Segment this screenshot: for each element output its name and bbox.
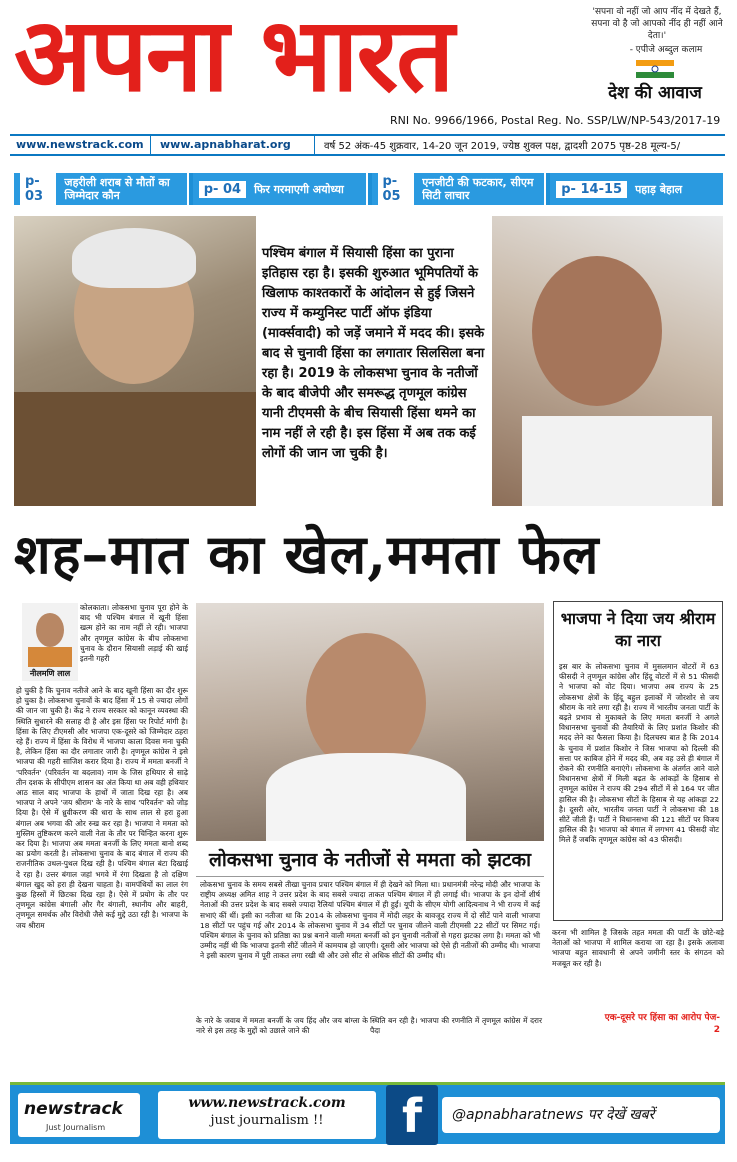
newspaper-logo: अपना भारत bbox=[14, 0, 453, 115]
teaser-page: p- 03 bbox=[20, 173, 56, 205]
emblem-icon bbox=[632, 58, 678, 82]
main-headline: शह–मात का खेल,ममता फेल bbox=[14, 522, 600, 586]
logo-subtext: Just Journalism bbox=[46, 1123, 106, 1132]
author-face bbox=[36, 613, 64, 647]
photo-left-portrait bbox=[14, 216, 256, 506]
social-handle[interactable]: @apnabharatnews पर देखें खबरें bbox=[442, 1097, 720, 1133]
newstrack-url[interactable]: www.newstrack.com bbox=[16, 138, 144, 151]
teaser-strip bbox=[14, 173, 723, 205]
divider bbox=[150, 136, 151, 154]
column-1-intro: कोलकाता। लोकसभा चुनाव पूरा होने के बाद भी पश्चिम बंगाल में खूनी हिंसा खत्म होने का नाम नहीं ले रही। भाजपा और तृणमूल कांग्रेस के बीच लोकसभा चुनाव के दौरान सियासी लड़ाई की खाई इतनी गहरी bbox=[80, 603, 188, 664]
divider bbox=[314, 136, 315, 154]
portrait-jacket bbox=[14, 392, 256, 506]
sidebar-box-title: भाजपा ने दिया जय श्रीराम का नारा bbox=[560, 609, 716, 650]
footer-website[interactable] bbox=[158, 1091, 376, 1139]
teaser-text: पहाड़ बेहाल bbox=[635, 182, 683, 196]
portrait-face bbox=[532, 256, 662, 406]
issue-date: वर्ष 52 अंक-45 शुक्रवार, 14-20 जून 2019, ज्येष्ठ शुक्ल पक्ष, द्वादशी 2075 पृष्ठ-28 मूल्य-5/ bbox=[324, 141, 681, 152]
column-3-body: करना भी शामिल है जिसके तहत ममता की पार्टी के छोटे-बड़े नेताओं को भाजपा में शामिल कराया जा रहा है। इसके अलावा भाजपा बहुत सावधानी से अपने जमीनी स्तर के संगठन को मजबूत कर रही है। bbox=[552, 928, 724, 968]
continued-on[interactable]: एक-दूसरे पर हिंसा का आरोप पेज- 2 bbox=[604, 1013, 720, 1035]
quote-author: - एपीजे अब्दुल कलाम bbox=[629, 45, 703, 55]
tagline: देश की आवाज bbox=[608, 83, 702, 103]
apnabharat-url[interactable]: www.apnabharat.org bbox=[160, 138, 291, 151]
sidebar-box-body: इस बार के लोकसभा चुनाव में मुसलमान वोटरों में 63 फीसदी ने तृणमूल कांग्रेस और हिंदू वोटरों में से 51 फीसदी ने भाजपा को वोट दिया। भाजपा अब राज्य के 25 लोकसभा क्षेत्रों के हिंदू बहुल इलाकों में जोरशोर से जय श्रीराम के नारे लगा रही है। राज्य में भारतीय जनता पार्टी के बढ़ते प्रभाव से मुकाबले के लिए ममता बनर्जी ने अगले विधानसभा चुनावों की तैयारियों के लिए प्रशांत किशोर की मदद लेने का फैसला किया है। दिलचस्प बात है कि 2014 के चुनाव में प्रशांत किशोर ने जिस भाजपा को दिल्ली की सत्ता पर काबिज होने में मदद की, अब वह उसे ही बंगाल में रोकने की रणनीति बनाएंगे। लोकसभा के अंतर्गत आने वाले विधानसभा क्षेत्रों में मिली बढ़त के आंकड़ों के हिसाब से तृणमूल कांग्रेस ने राज्य की 294 सीटों में से 164 पर जीत हासिल की है। लोकसभा सीटों के हिसाब से यह आंकड़ा 22 है। दूसरी ओर, भारतीय जनता पार्टी ने लोकसभा की 18 सीटें जीती हैं। पार्टी ने विधानसभा की 121 सीटों पर विजय हासिल की है। भाजपा को बंगाल में लगभग 41 फीसदी वोट मिले हैं जबकि तृणमूल कांग्रेस को 43 फीसदी। bbox=[559, 662, 719, 845]
footer-banner bbox=[10, 1082, 725, 1144]
sub-headline: लोकसभा चुनाव के नतीजों से ममता को झटका bbox=[196, 845, 544, 877]
teaser-page: p- 14-15 bbox=[556, 181, 627, 198]
website-url: www.newstrack.com bbox=[188, 1095, 346, 1111]
teaser-text: जहरीली शराब से मौतों का जिम्मेदार कौन bbox=[64, 176, 170, 202]
portrait-saree bbox=[266, 753, 466, 841]
author-shirt bbox=[28, 647, 72, 667]
info-bar bbox=[10, 134, 725, 156]
teaser-item[interactable] bbox=[14, 173, 189, 205]
teaser-page: p- 05 bbox=[378, 173, 415, 205]
column-2-body: लोकसभा चुनाव के समय सबसे तीखा चुनाव प्रचार पश्चिम बंगाल में ही देखने को मिला था। प्रधानमंत्री नरेन्द्र मोदी और भाजपा के राष्ट्रीय अध्यक्ष अमित शाह ने उत्तर प्रदेश के बाद सबसे ज्यादा ताकत पश्चिम बंगाल में ही लगाई थी। भाजपा के इन दोनों शीर्ष नेताओं की उत्तर प्रदेश के बाद सबसे ज्यादा रैलियां पश्चिम बंगाल में ही हुईं। यूपी के सीएम योगी आदित्यनाथ ने भी राज्य में कई सभाएं कीं थीं। इसी का नतीजा था कि 2014 के लोकसभा चुनाव में मोदी लहर के बावजूद राज्य में दो सीटें पाने वाली भाजपा 18 सीटों पर पहुंच गई और 2014 के लोकसभा चुनाव में 34 सीटों पर चुनाव जीतने वाली टीएमसी 22 सीटों पर सिमट गई। पश्चिम बंगाल के चुनाव को प्रतिष्ठा का प्रश्न बनाने वाली ममता बनर्जी को इन चुनावी नतीजों से गहरा झटका लगा है। ममता को भी उम्मीद नहीं थी कि भाजपा इतनी सीटें जीतने में कामयाब हो जाएगी। दूसरी ओर भाजपा को ऐसे ही नतीजों की उम्मीद थी। भाजपा ने इसी कारण चुनाव में पूरी ताकत लगा रखी थी और उसे सीट से अधिक सीटों की उम्मीद थी। bbox=[200, 880, 540, 961]
newstrack-logo[interactable] bbox=[18, 1093, 140, 1137]
teaser-item[interactable] bbox=[372, 173, 547, 205]
column-2b-body: के नारे के जवाब में ममता बनर्जी के जय हिंद और जय बांग्ला के नारे से इस तरह के मुद्दों को उछाले जाने की bbox=[196, 1016, 368, 1036]
author-name: नीलमणि लाल bbox=[29, 669, 71, 678]
masthead-quote: 'सपना वो नहीं जो आप नींद में देखते हैं, सपना वो है जो आपको नींद ही नहीं आने देता।' bbox=[591, 7, 723, 41]
photo-right-portrait bbox=[492, 216, 723, 506]
teaser-item[interactable] bbox=[193, 173, 368, 205]
teaser-item[interactable] bbox=[550, 173, 723, 205]
masthead bbox=[0, 0, 737, 130]
teaser-text: फिर गरमाएगी अयोध्या bbox=[254, 182, 344, 196]
teaser-text: एनजीटी की फटकार, सीएम सिटी लाचार bbox=[422, 176, 534, 202]
logo-text: newstrack bbox=[24, 1099, 123, 1119]
facebook-icon[interactable]: f bbox=[386, 1085, 438, 1145]
portrait-kurta bbox=[522, 416, 712, 506]
column-2c-body: स्थिति बन रही है। भाजपा की रणनीति में तृणमूल कांग्रेस में दरार पैदा bbox=[370, 1016, 542, 1036]
portrait-face bbox=[306, 633, 426, 773]
teaser-page: p- 04 bbox=[199, 181, 246, 198]
intro-text: पश्चिम बंगाल में सियासी हिंसा का पुराना इतिहास रहा है। इसकी शुरुआत भूमिपतियों के खिलाफ काश्तकारों के आंदोलन से हुई जिसने राज्य में कम्युनिस्ट पार्टी ऑफ इंडिया (मार्क्सवादी) को जड़ें जमाने में मदद की। इसके बाद से चुनावी हिंसा का लगातार सिलसिला बना रहा है। 2019 के लोकसभा चुनाव के नतीजों के बाद बीजेपी और समरूद्ध तृणमूल कांग्रेस यानी टीएमसी के बीच सियासी हिंसा थमने का नाम नहीं ले रही है। इस हिंसा में अब तक कई लोगों की जान जा चुकी है। bbox=[262, 246, 485, 461]
website-tagline: just journalism !! bbox=[210, 1113, 324, 1128]
column-1-body: हो चुकी है कि चुनाव नतीजे आने के बाद खूनी हिंसा का दौर शुरू हो चुका है। लोकसभा चुनावों के बाद हिंसा में 15 से ज्यादा लोगों की जान जा चुकी है। केंद्र ने राज्य सरकार को कानून व्यवस्था की स्थिति सुधारने की सलाह दी है और इस हिंसा पर रिपोर्ट मांगी है। हिंसा के लिए टीएमसी और भाजपा एक-दूसरे को जिम्मेदार ठहरा रहे हैं। राज्य में हिंसा के विरोध में भाजपा काला दिवस मना चुकी है, लेकिन हिंसा का दौर लगातार जारी है। तृणमूल कांग्रेस ने इसे भाजपा की गहरी साजिश करार दिया है। राज्य में ममता बनर्जी ने 'परिवर्तन' (परिवर्तन या बदलाव) नाम के जिस हथियार से साढ़े तीन दशक के सीपीएम शासन का अंत किया था अब वही हथियार आठ साल बाद भाजपा के हाथों में जाता दिख रहा है। अब भाजपा ने अपने 'जय श्रीराम' के नारे के साथ 'परिवर्तन' को जोड़ दिया है। ऐसे में ध्रुवीकरण की धारा के साथ लाल से हरा हुआ बंगाल अब भगवा की ओर रुख कर रहा है। भाजपा ने ममता को मुस्लिम तुष्टिकरण करने वाली नेता के तौर पर चिन्हित करना शुरू कर दिया है। भाजपा अब ममता बनर्जी के लिए ममता बानो शब्द का प्रयोग करती है। लोकसभा चुनाव के बाद बंगाल में राज्य की राजनीतिक उथल-पुथल दिख रही है। पश्चिम बंगाल बंटा दिखाई दे रहा है। उत्तर बंगाल जहां भगवे में रंगा दिखता है तो दक्षिण बंगाल खुद को हरा ही देखना चाहता है। वामपंथियों का लाल रंग कुछ हिस्सों में छिटका दिख रहा है। ऐसे में प्रयोग के तौर पर तृणमूल कांग्रेस बंगाली और गैर बंगाली, स्थानीय और बाहरी, तृणमूल समर्थक और विरोधी जैसे कई मुद्दे उठा रही है। भाजपा के जय श्रीराम bbox=[16, 686, 188, 930]
photo-center-portrait bbox=[196, 603, 544, 841]
portrait-hair bbox=[72, 228, 196, 288]
rni-number: RNI No. 9966/1966, Postal Reg. No. SSP/LW/NP-543/2017-19 bbox=[390, 114, 721, 127]
